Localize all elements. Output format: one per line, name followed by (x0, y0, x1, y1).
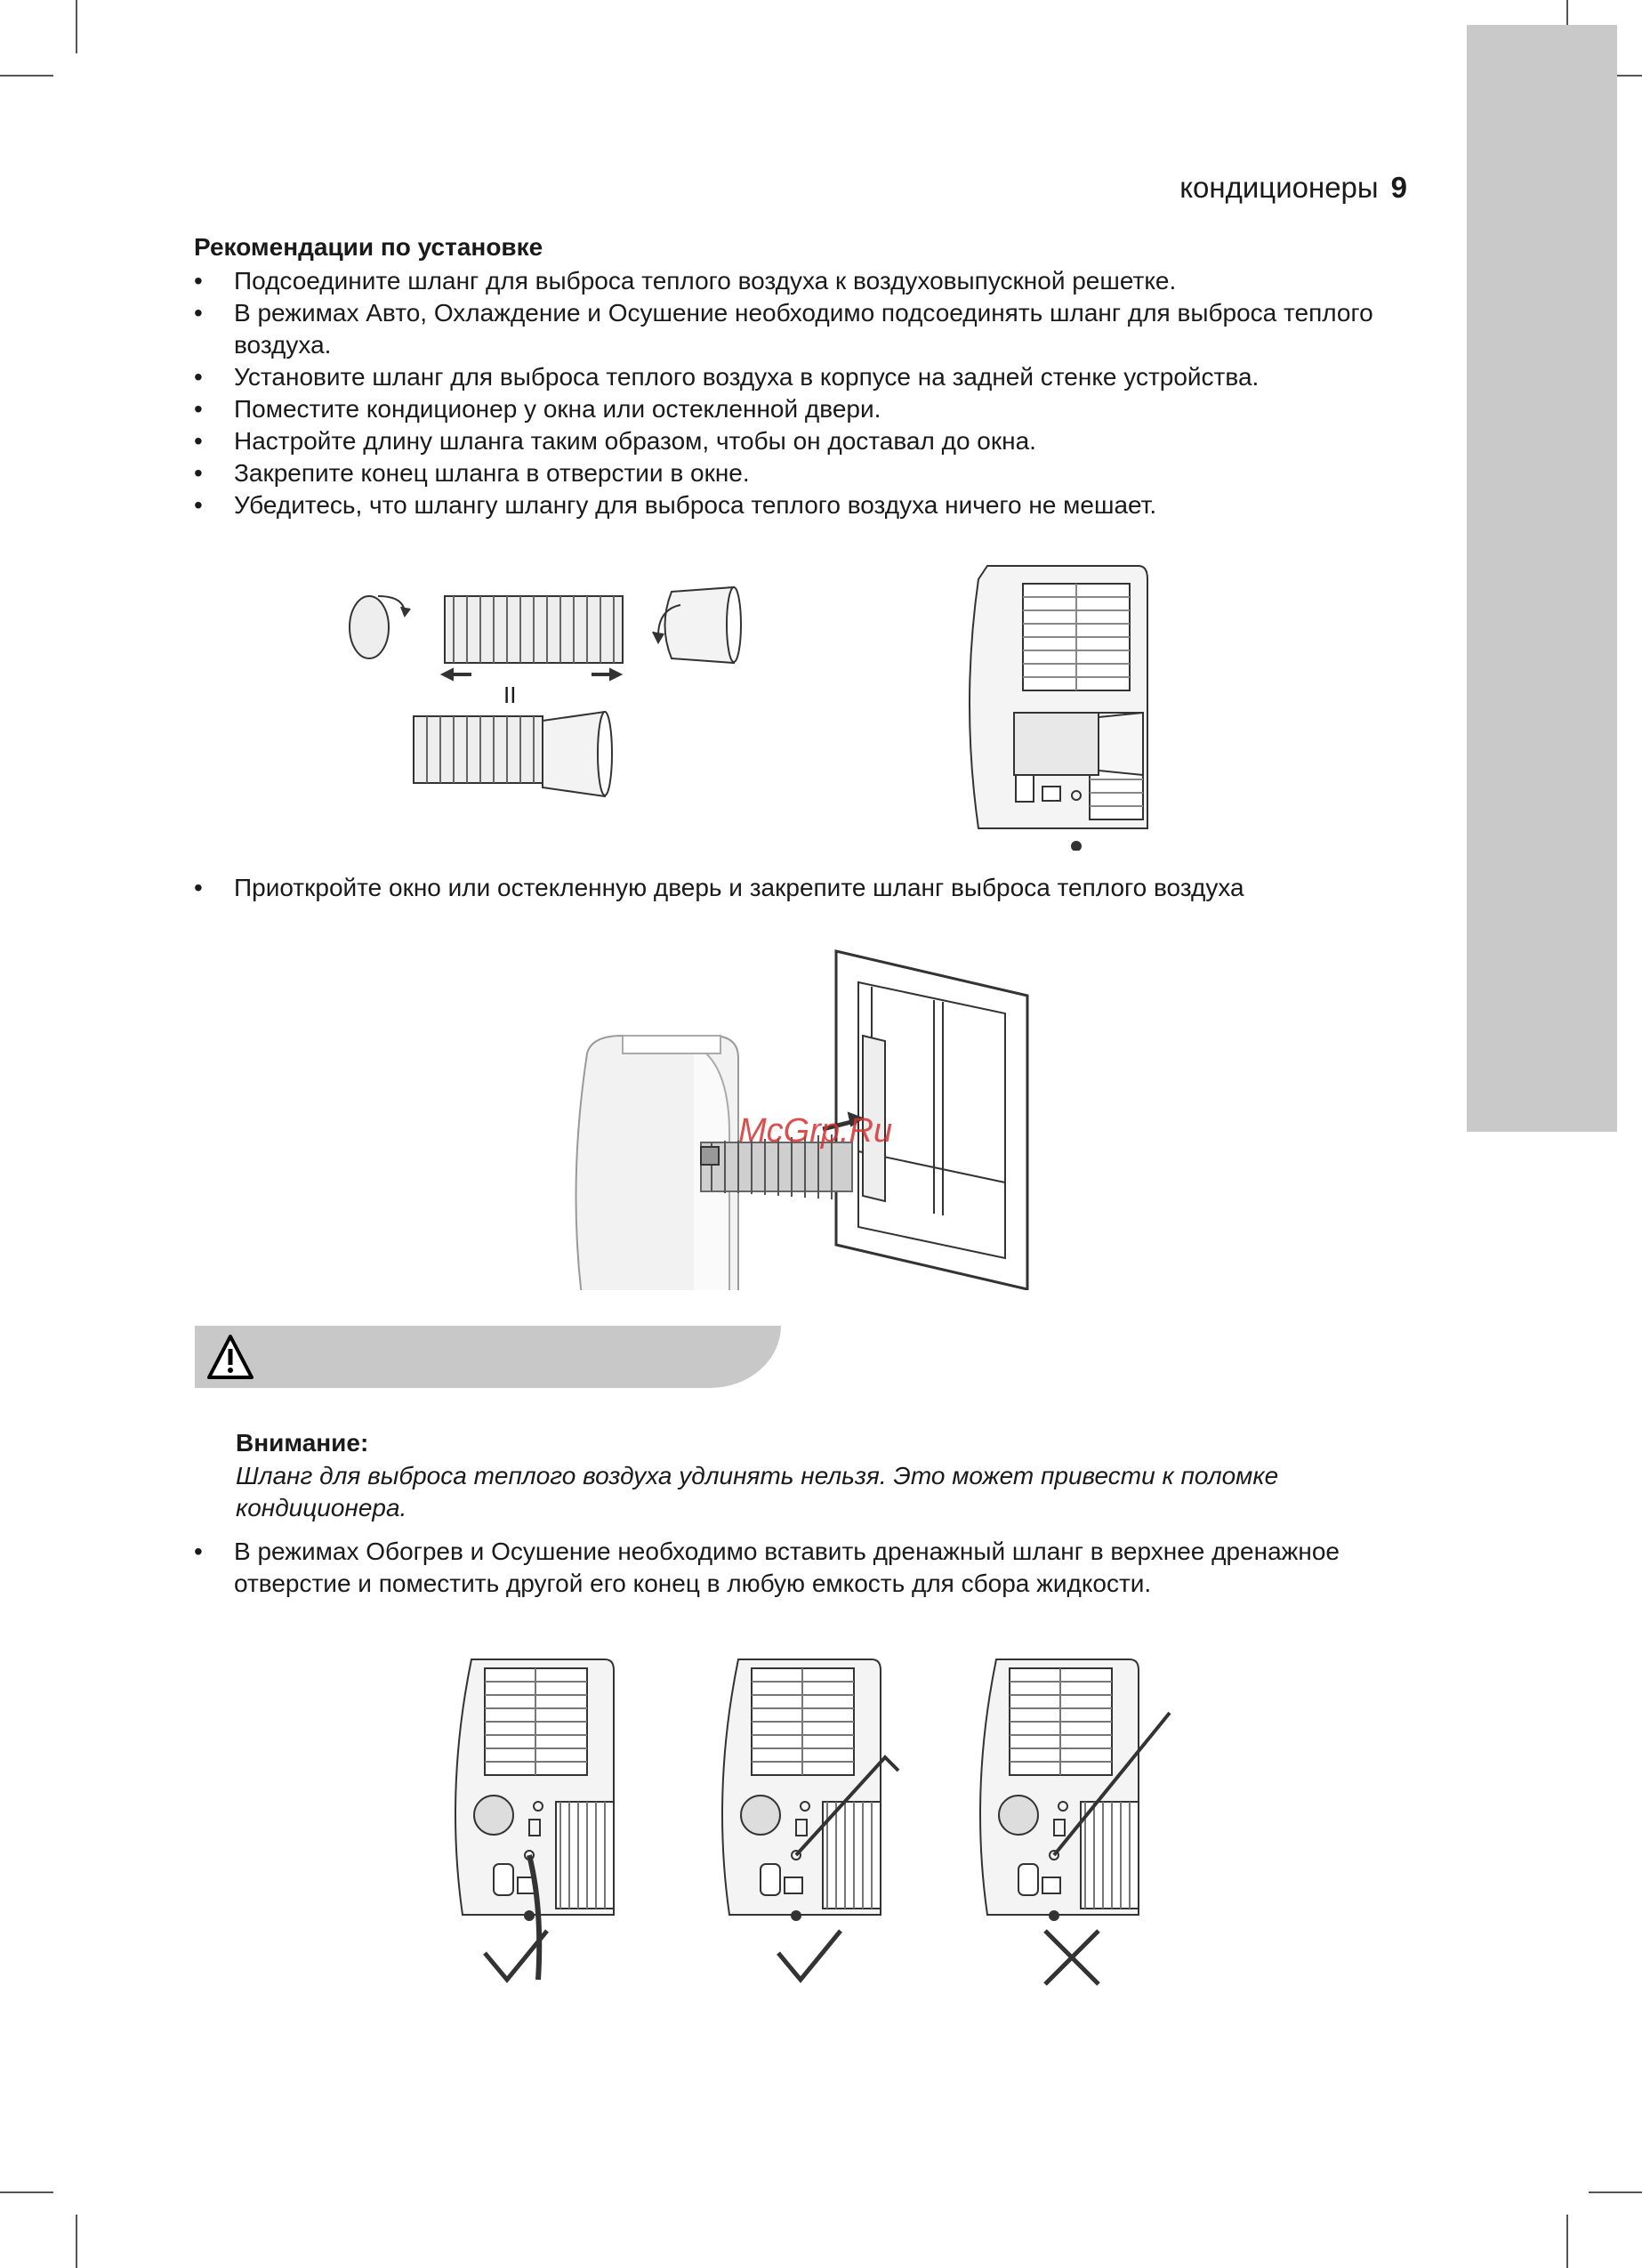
window-list (194, 872, 1439, 904)
section-title: кондиционеры (1179, 171, 1379, 204)
side-tab (1467, 25, 1617, 1132)
crop-mark (0, 75, 53, 77)
warning-title: Внимание: (236, 1429, 369, 1457)
list-item: • Поместите кондиционер у окна или остекленной двери. (194, 393, 1439, 425)
list-item: • Приоткройте окно или остекленную дверь и закрепите шланг выброса теплого воздуха (194, 872, 1439, 904)
list-item: • Закрепите конец шланга в отверстии в окне. (194, 457, 1439, 489)
ac-unit-back-with-hose-illustration (961, 557, 1174, 851)
hose-assembly-illustration (342, 578, 761, 801)
list-item: • Установите шланг для выброса теплого воздуха в корпусе на задней стенке устройства. (194, 361, 1439, 393)
list-item: • Убедитесь, что шлангу шлангу для выброса теплого воздуха ничего не мешает. (194, 489, 1439, 521)
crop-mark (76, 0, 77, 53)
list-item: • В режимах Авто, Охлаждение и Осушение необходимо подсоединять шланг для выброса теплого воздуха. (194, 297, 1439, 361)
equals-mark: II (503, 682, 517, 708)
list-item: • Настройте длину шланга таким образом, чтобы он доставал до окна. (194, 425, 1439, 457)
drain-list (194, 1536, 1457, 1600)
warning-text: Шланг для выброса теплого воздуха удлинять нельзя. Это может привести к поломке кондиционера. (236, 1462, 1279, 1521)
list-item: • Подсоедините шланг для выброса теплого воздуха к воздуховыпускной решетке. (194, 265, 1439, 297)
crop-mark (0, 2191, 53, 2193)
crop-mark (76, 2215, 77, 2268)
crop-mark (1589, 2191, 1642, 2193)
list-item: • В режимах Обогрев и Осушение необходимо вставить дренажный шланг в верхнее дренажное отверстие и поместить другой его конец в любую емкость для сбора жидкости. (194, 1536, 1457, 1600)
warning-banner (195, 1326, 781, 1388)
check-icon (778, 1931, 841, 1980)
section-heading: Рекомендации по установке (194, 233, 543, 261)
cross-icon (1045, 1931, 1099, 1984)
crop-mark (1566, 2215, 1568, 2268)
page-number: 9 (1390, 171, 1407, 204)
install-list (194, 265, 1439, 521)
warning-triangle-icon (205, 1333, 255, 1381)
page-header (1179, 171, 1407, 205)
drain-hose-illustrations (445, 1651, 1227, 2024)
watermark: McGrp.Ru (738, 1112, 893, 1150)
ac-unit-drain-hose-straight (980, 1659, 1139, 1920)
